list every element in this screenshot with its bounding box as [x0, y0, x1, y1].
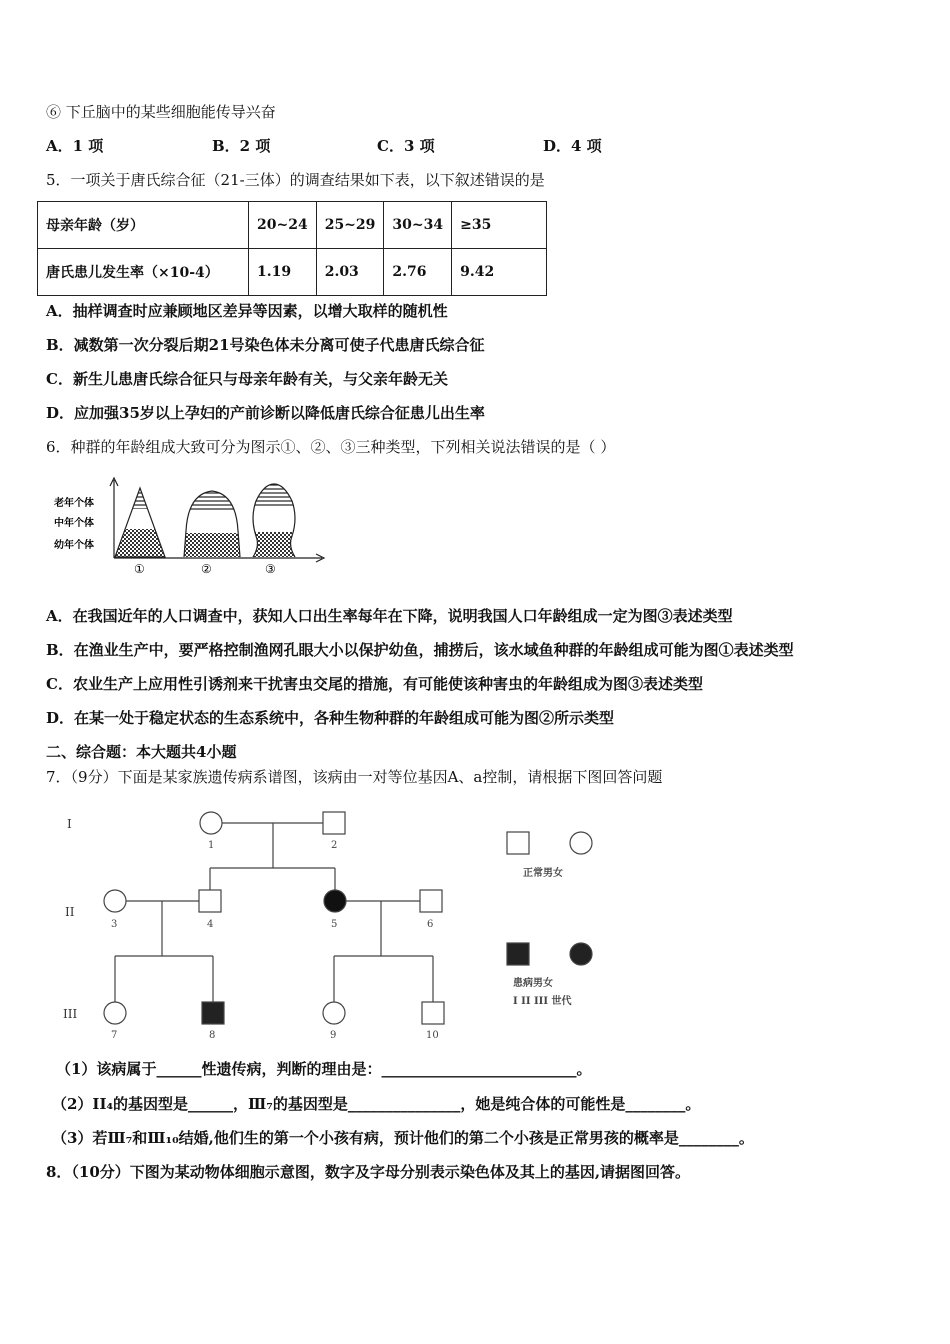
table-row: [38, 249, 547, 296]
table-cell: ≥35: [452, 202, 547, 249]
legend-normal-female: [570, 832, 592, 854]
q8-stem: 8．（10分）下图为某动物体细胞示意图，数字及字母分别表示染色体及其上的基因,请据图回答。: [46, 1163, 691, 1181]
q4-option-b: B．2 项: [212, 137, 271, 155]
num-7: 7: [111, 1030, 118, 1041]
legend-generation-label: I II III 世代: [513, 996, 572, 1007]
num-1: 1: [208, 840, 215, 851]
q5-option-d: D．应加强35岁以上孕妇的产前诊断以降低唐氏综合征患儿出生率: [46, 404, 485, 422]
label-middle: 中年个体: [54, 518, 94, 529]
q4-option-a: A．1 项: [46, 137, 104, 155]
table-header-cell: 母亲年龄（岁）: [38, 202, 249, 249]
pedigree-chart: [55, 806, 615, 1042]
table-cell: 2.03: [316, 249, 384, 296]
individual-7: [104, 1002, 126, 1024]
q6-option-b: B．在渔业生产中，要严格控制渔网孔眼大小以保护幼鱼，捕捞后，该水域鱼种群的年龄组成可能为图①表述类型: [46, 641, 794, 659]
gen-label-1: I: [67, 817, 72, 831]
q6-option-c: C．农业生产上应用性引诱剂来干扰害虫交尾的措施，有可能使该种害虫的年龄组成为图③表述类型: [46, 675, 703, 693]
legend-affected-label: 患病男女: [513, 978, 553, 989]
legend-normal-label: 正常男女: [523, 868, 563, 879]
q4-option-d: D．4 项: [543, 137, 602, 155]
table-cell: 30~34: [384, 202, 452, 249]
label-old: 老年个体: [54, 498, 94, 509]
q4-item6: ⑥ 下丘脑中的某些细胞能传导兴奋: [46, 103, 276, 121]
individual-3: [104, 890, 126, 912]
table-cell: 2.76: [384, 249, 452, 296]
individual-5: [324, 890, 346, 912]
q7-sub1: （1）该病属于______性遗传病，判断的理由是：__________________________。: [56, 1060, 592, 1078]
num-4: 4: [207, 919, 214, 930]
q7-sub2: （2）II₄的基因型是______，Ⅲ₇的基因型是_______________，她是纯合体的可能性是________。: [52, 1095, 701, 1113]
q5-table: [37, 201, 547, 296]
num-10: 10: [426, 1030, 439, 1041]
label-young: 幼年个体: [54, 540, 94, 551]
q5-stem: 5．一项关于唐氏综合征（21-三体）的调查结果如下表，以下叙述错误的是: [46, 171, 545, 189]
individual-2: [323, 812, 345, 834]
q5-option-a: A．抽样调查时应兼顾地区差异等因素，以增大取样的随机性: [46, 302, 448, 320]
legend-affected-male: [507, 943, 529, 965]
q5-option-b: B．减数第一次分裂后期21号染色体未分离可使子代患唐氏综合征: [46, 336, 485, 354]
individual-4: [199, 890, 221, 912]
num-3: 3: [111, 919, 118, 930]
individual-6: [420, 890, 442, 912]
section-heading: 二、综合题：本大题共4小题: [46, 743, 237, 761]
individual-1: [200, 812, 222, 834]
individual-9: [323, 1002, 345, 1024]
individual-8: [202, 1002, 224, 1024]
gen-label-3: III: [63, 1007, 78, 1021]
legend-normal-male: [507, 832, 529, 854]
legend-affected-female: [570, 943, 592, 965]
num-5: 5: [331, 919, 338, 930]
num-9: 9: [330, 1030, 337, 1041]
table-cell: 9.42: [452, 249, 547, 296]
q6-stem: 6．种群的年龄组成大致可分为图示①、②、③三种类型，下列相关说法错误的是（ ）: [46, 438, 616, 456]
num-2: 2: [331, 840, 338, 851]
individual-10: [422, 1002, 444, 1024]
table-header-cell: 唐氏患儿发生率（×10-4）: [38, 249, 249, 296]
mark-1: ①: [134, 562, 145, 576]
q6-option-d: D．在某一处于稳定状态的生态系统中，各种生物种群的年龄组成可能为图②所示类型: [46, 709, 615, 727]
gen-label-2: II: [65, 905, 75, 919]
num-6: 6: [427, 919, 434, 930]
table-cell: 25~29: [316, 202, 384, 249]
mark-3: ③: [265, 562, 276, 576]
mark-2: ②: [201, 562, 212, 576]
num-8: 8: [209, 1030, 216, 1041]
table-cell: 20~24: [249, 202, 317, 249]
q7-sub3: （3）若Ⅲ₇和Ⅲ₁₀结婚,他们生的第一个小孩有病，预计他们的第二个小孩是正常男孩的概率是________。: [52, 1129, 754, 1147]
q4-option-c: C．3 项: [377, 137, 435, 155]
q6-option-a: A．在我国近年的人口调查中，获知人口出生率每年在下降，说明我国人口年龄组成一定为图③表述类型: [46, 607, 733, 625]
table-cell: 1.19: [249, 249, 317, 296]
table-row: [38, 202, 547, 249]
q7-stem: 7．（9分）下面是某家族遗传病系谱图，该病由一对等位基因A、a控制，请根据下图回答问题: [46, 768, 663, 786]
age-structure-figure: [50, 476, 330, 578]
q5-option-c: C．新生儿患唐氏综合征只与母亲年龄有关，与父亲年龄无关: [46, 370, 448, 388]
